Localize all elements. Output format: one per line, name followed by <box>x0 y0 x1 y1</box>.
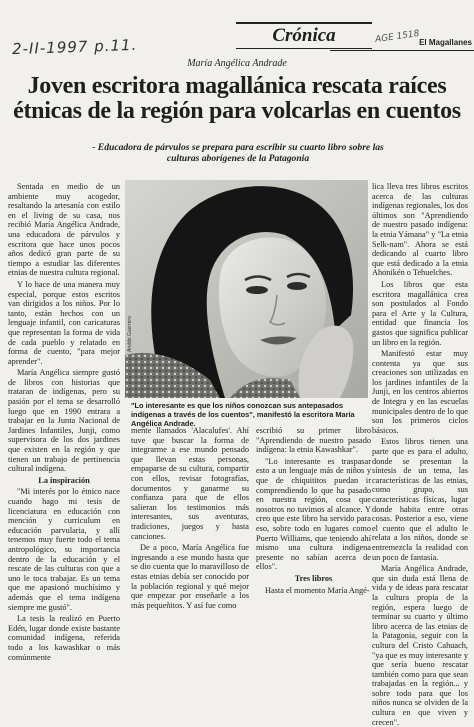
headline: Joven escritora magallánica rescata raíces étnicas de la región para volcarlas en cuentos <box>13 73 461 124</box>
paragraph: Manifestó estar muy contenta ya que sus creaciones son utilizadas en los jardines infantiles de la Junji, en los centros abiertos de Integra y en las escuelas municipales dentro de lo que son los primeros ciclos básicos. <box>372 349 468 435</box>
paragraph: mente llamados 'Alacalufes'. Ahí tuve que buscar la forma de integrarme a ese mundo pensado que llevan estas personas, empaparse de su cultura, compartir con ellos, revisar fotografías, documentos y ganarme su confianza para que de ellos salieran los testimonios más interesantes, sus aventuras, tradiciones, juegos y hasta canciones. <box>131 426 249 541</box>
byline: María Angélica Andrade <box>187 58 287 69</box>
portrait-photo <box>125 180 368 398</box>
archive-stamp: AGE 1518 <box>374 28 421 46</box>
paragraph: "Lo interesante es traspasar esto a un lenguaje más de niños y que de chiquititos puedan ir comprendiendo lo que ha pasado en nuestra región, cosa que nosotros no tuvimos al alcance. Y creo que este libro ha servido para eso, sobre todo en lugares como Puerto Williams, que teniendo ahí mismo una cultura indígena presente no sabían acerca de ellos". <box>256 456 371 572</box>
photo-credit: Aroldo Guerrero <box>127 316 133 352</box>
subheading-inspiracion: La inspiración <box>38 475 90 485</box>
paragraph: Los libros que esta escritora magallánica crea son postulados al Fondo para el Arte y la Cultura, entidad que financia los gastos que significa publicar un libro en la región. <box>372 279 468 347</box>
column-3 <box>256 426 371 600</box>
column-1 <box>8 182 120 662</box>
paragraph: María Angélica siempre gustó de libros con historias que trataran de indígenas, pero su pasión por el tema se desarrolló luego que en 1990 entrara a trabajar en la Junta Nacional de Jardines Infantiles, Junji, como supervisora de los dos jardines que existen en la región y que tienen un trabajo de pertinencia cultural indígena. <box>8 368 120 474</box>
paragraph: La tesis la realizó en Puerto Edén, lugar donde existe bastante comunidad indígena, referida todo a los kawashkar o más comúnmente <box>8 614 120 662</box>
section-title: Crónica <box>236 22 372 49</box>
paragraph: Y lo hace de una manera muy especial, porque estos escritos van dirigidos a los niños. Por lo tanto, están hechos con un lenguaje infantil, con caricaturas que representan la forma de vida de cada pueblo y relatado en forma de cuento, "para mejor aprender". <box>8 279 120 366</box>
portrait-image <box>125 180 368 398</box>
column-2 <box>131 426 249 610</box>
paragraph: María Angélica Andrade, que sin duda está llena de vida y de ideas para rescatar la cultura propia de la región, espera luego de terminar su cuarto y último libro acerca de las etnias de la Patagonia, seguir con la cultura del Cristo Cahuach, "ya que es muy interesante y que sería bueno rescatar también como para que sean trabajadas en la región... y sobre todo para que los niños nunca se olviden de la cultura en que viven y crecen". <box>372 564 468 727</box>
paragraph: lica lleva tres libros escritos acerca de las culturas indígenas regionales, los dos últimos son "Aprendiendo de nuestro pasado indígena: la etnia Yámana" y "La etnia Selk-nam". Ahora se está dedicando al cuarto libro que está dedicado a la etnia Ahonikén o Tehuelches. <box>372 182 468 278</box>
newspaper-name: El Magallanes <box>419 38 472 47</box>
paragraph: Hasta el momento María Angé- <box>265 585 370 595</box>
photo-caption: "Lo interesante es que los niños conozcan sus antepasados indígenas a través de los cuentos", manifestó la escritora María Angélica Andrade. <box>131 401 355 428</box>
paragraph: De a poco, María Angélica fue ingresando a ese mundo hasta que se dio cuenta que lo maravilloso de estas etnias debía ser conocido por la población regional y qué mejor que empezar por enseñarle a los más pequeñitos. Y así fue como <box>131 543 249 610</box>
paragraph: Sentada en medio de un ambiente muy acogedor, resaltando la artesanía con estilo en el living de su casa, nos recibió María Angélica Andrade, una educadora de párvulos y escritora que hace unos pocos años dedicó gran parte de su tiempo a estudiar las diferentes etnias de nuestra cultura regional. <box>8 182 120 278</box>
paragraph: Estos libros tienen una parte que es para el adulto, donde se presentan la síntesis de un tema, las características de las etnias, como grupo, sus características físicas, lugar donde habita entre otras cosas. Posterior a eso, viene el cuento que el adulto le relata a los niños, donde se entremezcla la realidad con un poco de fantasía. <box>372 437 468 562</box>
handwritten-date: 2-II-1997 p.11. <box>11 35 138 59</box>
paragraph: escribió su primer libro "Aprendiendo de nuestro pasado indígena: la etnia Kawashkar". <box>256 426 371 455</box>
column-4 <box>372 182 468 727</box>
subheading-tres-libros: Tres libros <box>294 573 333 583</box>
paragraph: "Mi interés por lo étnico nace cuando hago mi tesis de licenciatura en educación con mención y curriculum en educación parvularia, y allí tenemos muy fuerte todo el tema antropológico, su importancia dentro de la educación y el rescate de las culturas con que a uno le toca trabajar. Es un tema que me apasionó muchísimo y además que el tema indígena siempre me gustó". <box>8 487 120 612</box>
header-rule <box>330 50 474 51</box>
deck-subtitle: - Educadora de párvulos se prepara para escribir su cuarto libro sobre las culturas aborígenes de la Patagonia <box>92 142 384 164</box>
